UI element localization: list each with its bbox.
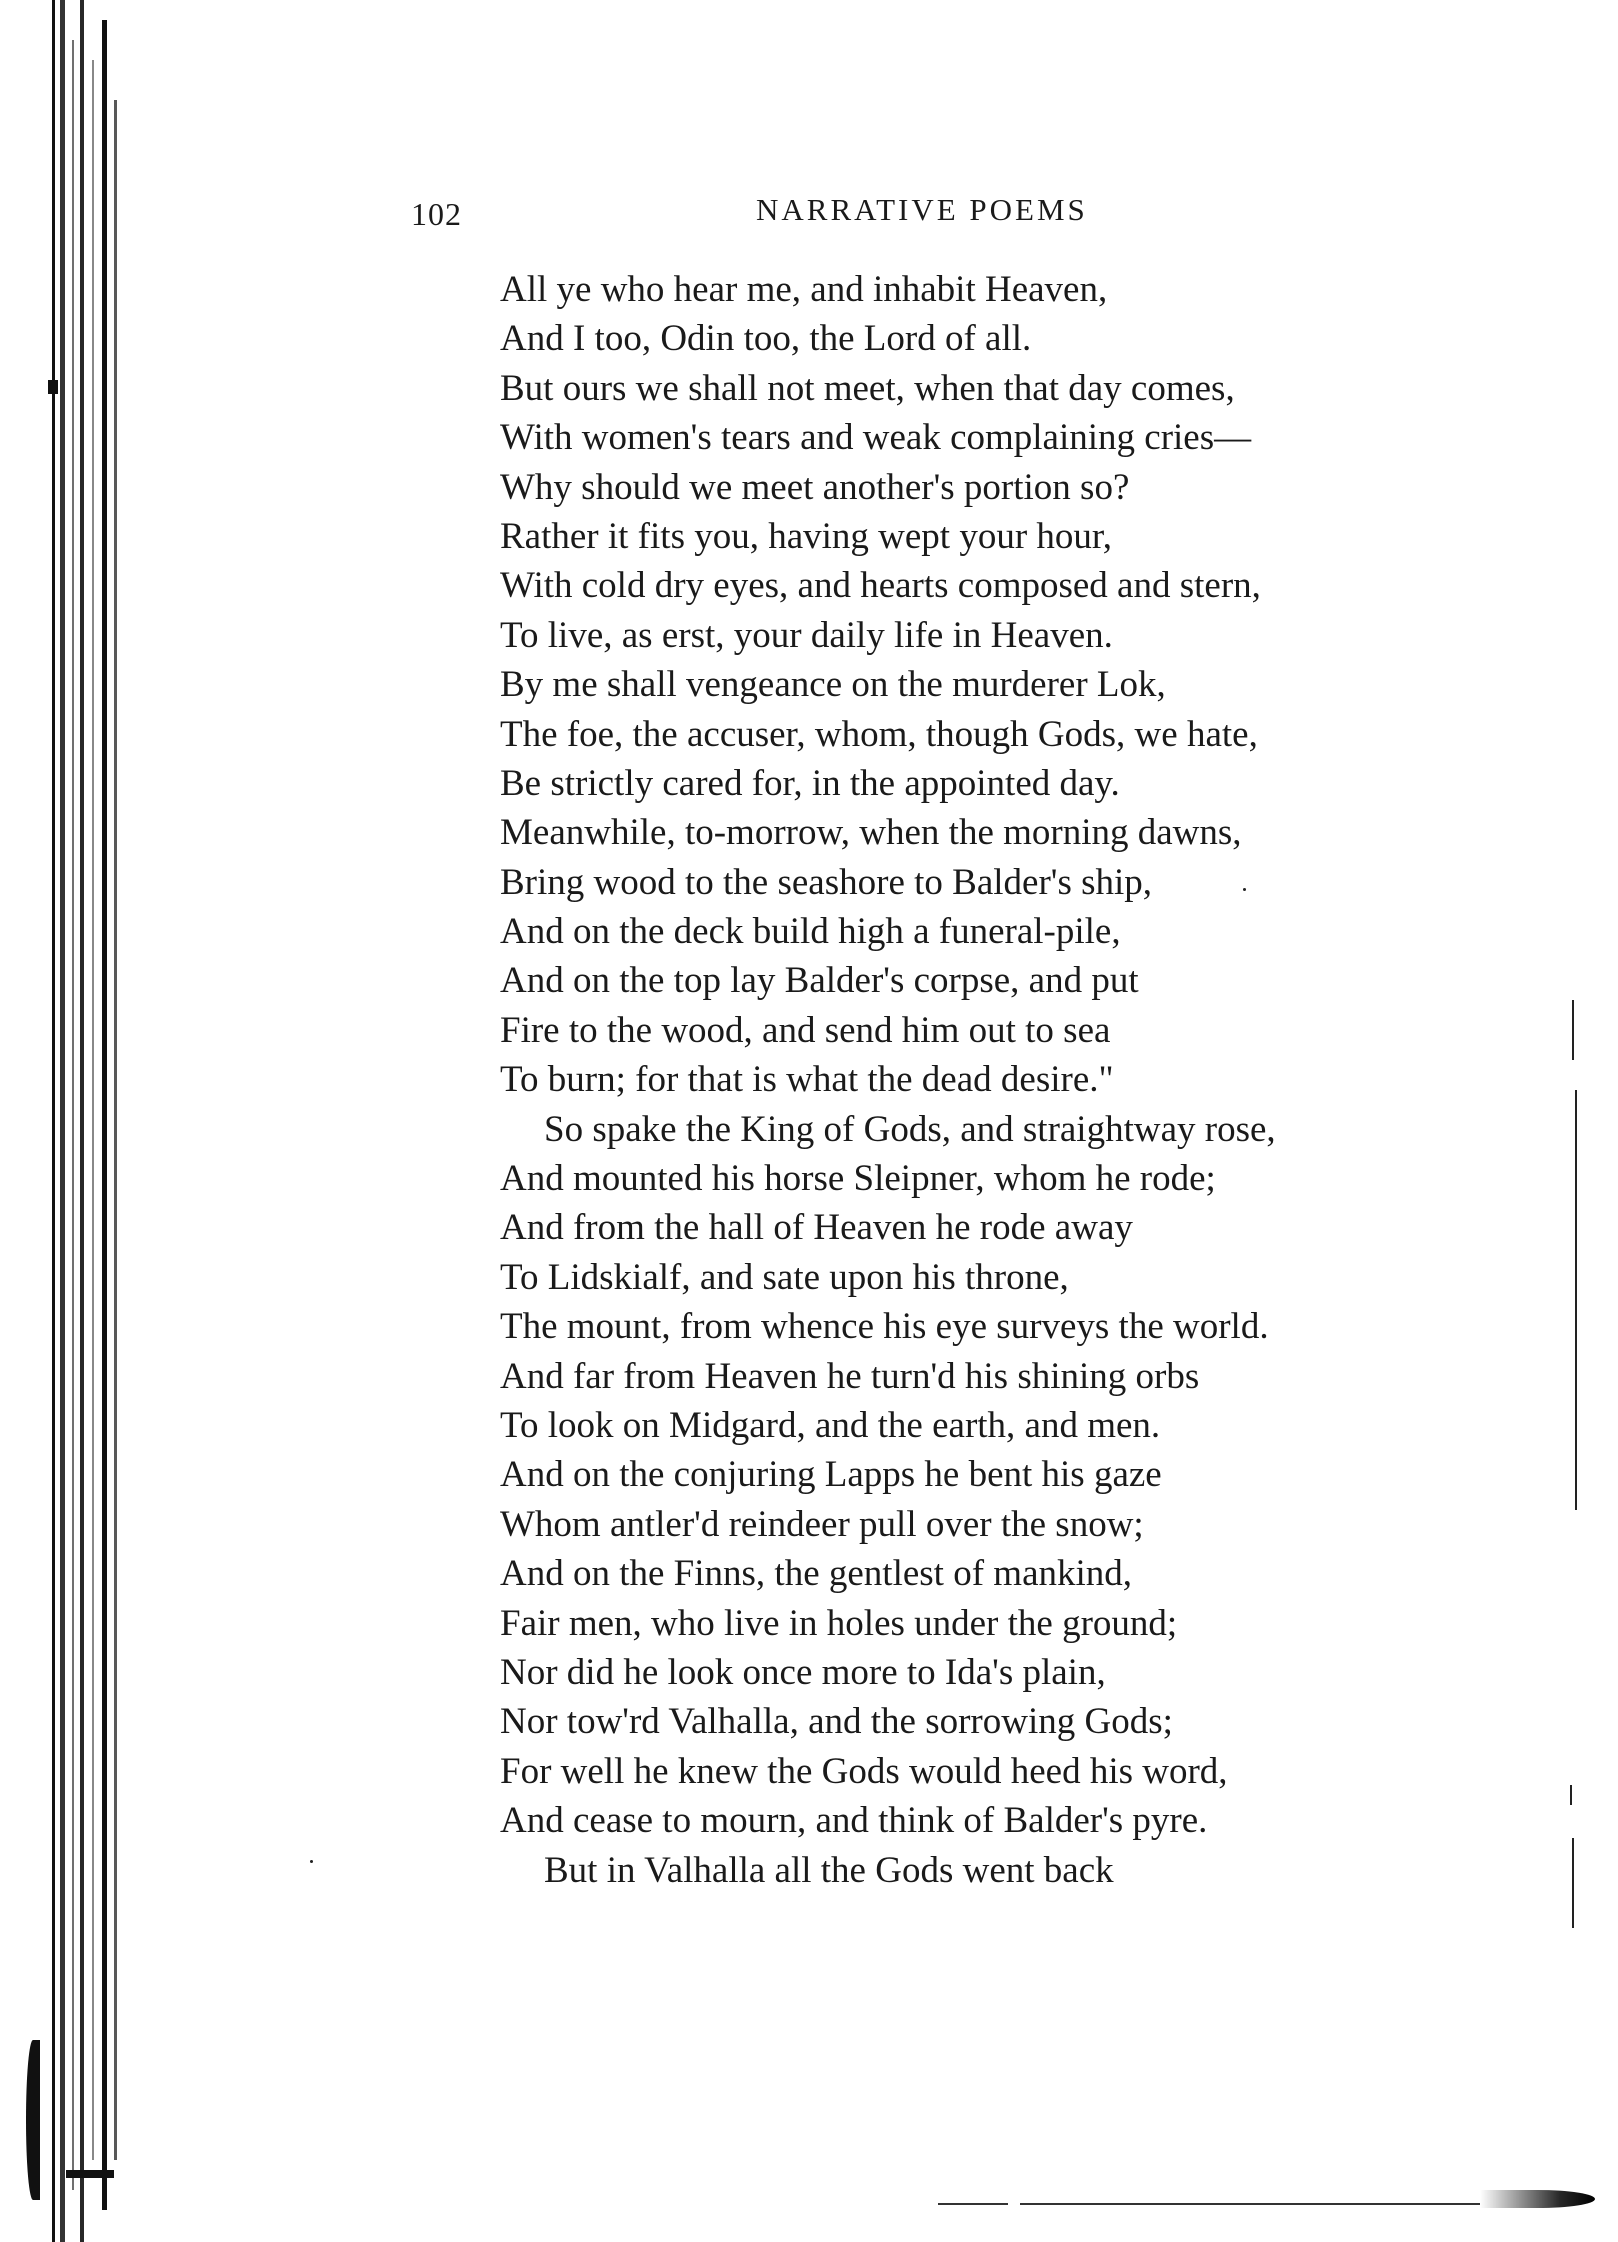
poem-line: Fair men, who live in holes under the ground;	[500, 1602, 1178, 1644]
poem-body	[500, 265, 1500, 1895]
margin-scan-mark	[310, 1860, 313, 1863]
bottom-scan-dash	[938, 2203, 1008, 2205]
margin-scan-mark	[1570, 1785, 1572, 1805]
poem-line: Bring wood to the seashore to Balder's ship,	[500, 861, 1153, 903]
poem-line: All ye who hear me, and inhabit Heaven,	[500, 269, 1108, 310]
poem-line: Meanwhile, to-morrow, when the morning dawns,	[500, 812, 1242, 854]
poem-line: To burn; for that is what the dead desire."	[500, 1059, 1114, 1101]
poem-line: And on the Finns, the gentlest of mankind,	[500, 1553, 1133, 1595]
poem-line: Why should we meet another's portion so?	[500, 466, 1130, 508]
poem-line: With women's tears and weak complaining cries—	[500, 417, 1252, 459]
page-number: 102	[411, 196, 462, 232]
poem-line: To Lidskialf, and sate upon his throne,	[500, 1256, 1069, 1298]
bottom-scan-dash	[1020, 2203, 1480, 2205]
poem-line: Nor tow'rd Valhalla, and the sorrowing Gods;	[500, 1701, 1173, 1743]
poem-line: By me shall vengeance on the murderer Lok,	[500, 664, 1166, 706]
poem-line: Nor did he look once more to Ida's plain,	[500, 1651, 1106, 1693]
poem-line: And cease to mourn, and think of Balder's pyre.	[500, 1800, 1208, 1842]
poem-line: But ours we shall not meet, when that day comes,	[500, 367, 1235, 409]
poem-line: Fire to the wood, and send him out to sea	[500, 1009, 1111, 1051]
poem-line: So spake the King of Gods, and straightway rose,	[544, 1108, 1276, 1150]
poem-line: The mount, from whence his eye surveys the world.	[500, 1306, 1269, 1348]
poem-line: To live, as erst, your daily life in Heaven.	[500, 614, 1113, 656]
poem-line: With cold dry eyes, and hearts composed and stern,	[500, 565, 1261, 607]
poem-line: For well he knew the Gods would heed his word,	[500, 1750, 1228, 1792]
poem-line: Be strictly cared for, in the appointed day.	[500, 762, 1120, 804]
running-title: NARRATIVE POEMS	[756, 192, 1088, 227]
margin-scan-mark	[1575, 1090, 1577, 1510]
margin-scan-mark	[1572, 1838, 1574, 1928]
poem-line: Rather it fits you, having wept your hour,	[500, 515, 1112, 557]
poem-line: To look on Midgard, and the earth, and men.	[500, 1404, 1161, 1446]
poem-line: And I too, Odin too, the Lord of all.	[500, 318, 1032, 360]
margin-scan-mark	[1572, 1000, 1574, 1060]
poem-line: But in Valhalla all the Gods went back	[544, 1849, 1114, 1891]
poem-line: And mounted his horse Sleipner, whom he rode;	[500, 1158, 1216, 1200]
poem-line: And on the deck build high a funeral-pile,	[500, 911, 1121, 953]
poem-line: The foe, the accuser, whom, though Gods, we hate,	[500, 713, 1258, 755]
poem-line: And far from Heaven he turn'd his shining orbs	[500, 1355, 1200, 1397]
poem-line: Whom antler'd reindeer pull over the snow;	[500, 1503, 1144, 1545]
poem-line: And on the conjuring Lapps he bent his gaze	[500, 1454, 1162, 1496]
binding-edge	[46, 0, 126, 2242]
poem-line: And on the top lay Balder's corpse, and put	[500, 960, 1139, 1002]
margin-scan-mark	[1243, 888, 1246, 891]
bottom-scan-smudge	[1480, 2190, 1595, 2208]
poem-line: And from the hall of Heaven he rode away	[500, 1207, 1133, 1249]
